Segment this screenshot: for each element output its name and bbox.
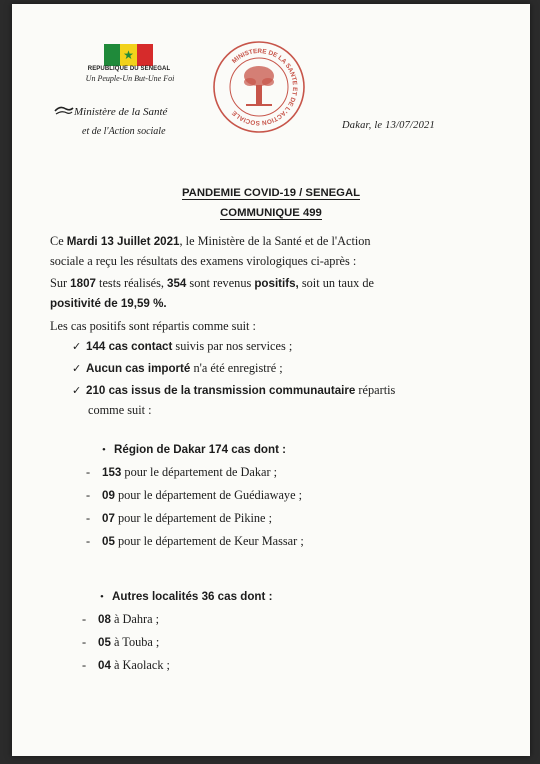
- intro-line-2: sociale a reçu les résultats des examens virologiques ci-après :: [50, 254, 357, 268]
- ministry-name-line1: Ministère de la Santé: [74, 106, 168, 118]
- tests-line: Sur 1807 tests réalisés, 354 sont revenus positifs, soit un taux de: [50, 276, 374, 290]
- bullet-icon: •: [100, 591, 104, 603]
- dakar-row: - 07 pour le département de Pikine ;: [86, 511, 272, 525]
- document-page: [12, 4, 530, 756]
- ministry-name-line2: et de l'Action sociale: [82, 126, 166, 137]
- republic-label: REPUBLIQUE DU SENEGAL: [87, 66, 171, 72]
- bullet-icon: •: [102, 444, 106, 456]
- positivity-rate: positivité de 19,59 %.: [50, 297, 167, 310]
- check-icon: ✓: [72, 385, 82, 397]
- autres-row: - 08 à Dahra ;: [82, 612, 160, 626]
- ministry-seal: [212, 40, 306, 134]
- national-motto: Un Peuple-Un But-Une Foi: [85, 74, 175, 83]
- list-item-contact: ✓ 144 cas contact suivis par nos services ;: [72, 339, 293, 353]
- star-icon: ★: [123, 48, 134, 62]
- list-item-community: ✓ 210 cas issus de la transmission communautaire répartis: [72, 383, 396, 397]
- ministry-emblem-icon: [54, 105, 74, 117]
- seal-text: MINISTERE DE LA SANTE ET DE L'ACTION SOCIALE: [230, 47, 299, 127]
- document-date: Dakar, le 13/07/2021: [342, 120, 435, 131]
- dakar-row: - 09 pour le département de Guédiawaye ;: [86, 488, 303, 502]
- dakar-heading: • Région de Dakar 174 cas dont :: [102, 443, 287, 456]
- communique-title: PANDEMIE COVID-19 / SENEGAL: [181, 187, 361, 199]
- autres-heading: • Autres localités 36 cas dont :: [100, 590, 273, 603]
- split-intro: Les cas positifs sont répartis comme suit :: [50, 319, 256, 333]
- list-item-community-cont: comme suit :: [88, 403, 152, 417]
- autres-row: - 05 à Touba ;: [82, 635, 160, 649]
- autres-row: - 04 à Kaolack ;: [82, 658, 170, 672]
- check-icon: ✓: [72, 363, 82, 375]
- dakar-row: - 05 pour le département de Keur Massar ;: [86, 534, 304, 548]
- check-icon: ✓: [72, 341, 82, 353]
- dakar-row: - 153 pour le département de Dakar ;: [86, 465, 278, 479]
- senegal-flag: [104, 44, 153, 66]
- baobab-tree-icon: [244, 66, 274, 106]
- communique-number: COMMUNIQUE 499: [220, 207, 322, 219]
- intro-line-1: Ce Mardi 13 Juillet 2021, le Ministère de la Santé et de l'Action: [50, 234, 371, 248]
- list-item-imported: ✓ Aucun cas importé n'a été enregistré ;: [72, 361, 283, 375]
